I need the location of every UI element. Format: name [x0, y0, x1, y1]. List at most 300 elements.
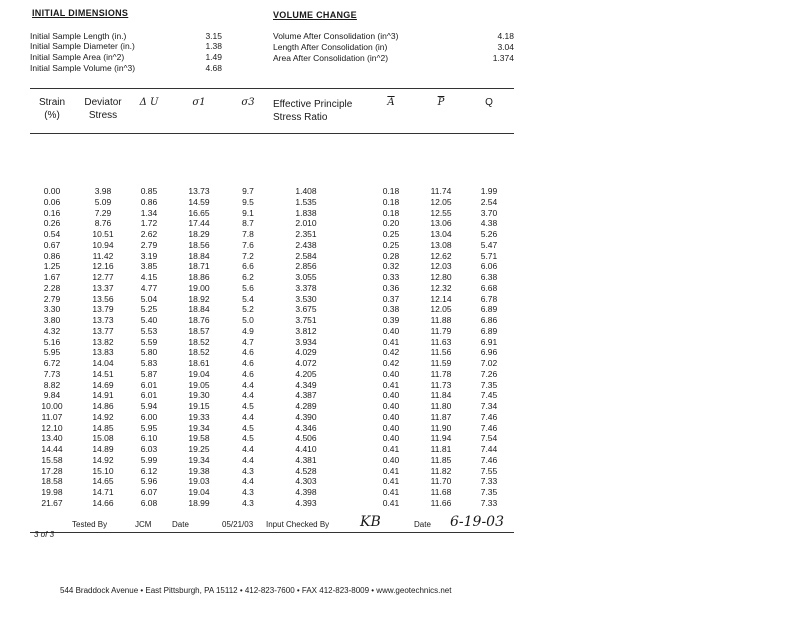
cell-sigma3: 4.4 [242, 379, 254, 390]
cell-q: 7.34 [480, 401, 498, 411]
cell-sigma3: 5.2 [242, 304, 254, 315]
cell-a: 0.39 [382, 315, 400, 325]
cell-sigma3: 6.6 [242, 261, 254, 272]
cell-du: 0.85 [140, 186, 158, 196]
cell-sigma1: 18.61 [188, 358, 210, 368]
cell-strain: 7.73 [43, 368, 61, 379]
area-after-value: 1.374 [492, 53, 514, 63]
cell-du: 2.79 [140, 239, 158, 250]
cell-strain: 14.44 [41, 444, 63, 454]
cell-sigma1: 19.00 [188, 282, 210, 293]
cell-sigma1: 19.04 [188, 487, 210, 497]
sigma3-header: σ3 [241, 97, 255, 108]
cell-deviator: 10.94 [92, 239, 114, 250]
cell-sigma3: 4.9 [242, 325, 254, 336]
cell-a: 0.41 [382, 476, 400, 487]
cell-ratio: 3.675 [295, 304, 317, 315]
cell-strain: 0.54 [43, 229, 61, 239]
cell-deviator: 13.83 [92, 347, 114, 358]
cell-strain: 0.26 [43, 218, 61, 229]
cell-p: 13.04 [430, 229, 452, 239]
date-value: 05/21/03 [222, 520, 254, 529]
cell-du: 3.19 [140, 250, 158, 261]
cell-sigma3: 7.8 [242, 229, 254, 239]
cell-deviator: 15.10 [92, 465, 114, 476]
cell-du: 6.01 [140, 379, 158, 390]
cell-sigma1: 18.84 [188, 250, 210, 261]
cell-sigma3: 4.4 [242, 390, 254, 401]
deviator-header-line1: Deviator [84, 97, 122, 108]
stress-ratio-header-line1: Effective Principle [273, 99, 353, 110]
cell-a: 0.41 [382, 336, 400, 347]
cell-du: 5.25 [140, 304, 158, 315]
area-after-label: Area After Consolidation (in^2) [273, 53, 389, 63]
volume-after-value: 4.18 [497, 31, 514, 41]
cell-p: 12.80 [430, 272, 452, 282]
cell-sigma1: 19.34 [188, 454, 210, 465]
cell-sigma3: 4.6 [242, 347, 254, 358]
cell-strain: 1.67 [43, 272, 61, 282]
cell-a: 0.32 [382, 261, 400, 272]
cell-deviator: 14.86 [92, 401, 114, 411]
cell-deviator: 14.65 [92, 476, 114, 487]
cell-ratio: 3.812 [295, 325, 317, 336]
cell-strain: 19.98 [41, 487, 63, 497]
cell-a: 0.41 [382, 497, 400, 508]
cell-sigma1: 19.03 [188, 476, 210, 487]
volume-change-title: VOLUME CHANGE [273, 10, 357, 20]
cell-du: 5.94 [140, 401, 158, 411]
cell-deviator: 15.08 [92, 433, 114, 444]
cell-a: 0.41 [382, 444, 400, 454]
cell-strain: 0.00 [43, 186, 61, 196]
cell-sigma3: 9.7 [242, 186, 254, 196]
cell-du: 3.85 [140, 261, 158, 272]
cell-a: 0.28 [382, 250, 400, 261]
cell-sigma3: 7.6 [242, 239, 254, 250]
cell-ratio: 4.289 [295, 401, 317, 411]
initial-dimensions-title: INITIAL DIMENSIONS [32, 8, 129, 18]
cell-p: 12.32 [430, 282, 452, 293]
cell-q: 3.70 [480, 207, 498, 218]
initial-volume-value: 4.68 [205, 63, 222, 73]
cell-ratio: 4.029 [295, 347, 317, 358]
cell-strain: 5.16 [43, 336, 61, 347]
cell-du: 6.03 [140, 444, 158, 454]
cell-du: 1.72 [140, 218, 158, 229]
cell-deviator: 8.76 [94, 218, 112, 229]
cell-deviator: 13.56 [92, 293, 114, 304]
delta-u-header: Δ U [139, 97, 159, 108]
cell-a: 0.25 [382, 229, 400, 239]
cell-ratio: 3.934 [295, 336, 317, 347]
q-header: Q [485, 97, 493, 108]
date-label: Date [172, 520, 189, 529]
cell-du: 2.62 [140, 229, 158, 239]
cell-strain: 15.58 [41, 454, 63, 465]
cell-ratio: 4.387 [295, 390, 317, 401]
cell-ratio: 4.506 [295, 433, 317, 444]
cell-sigma1: 19.38 [188, 465, 210, 476]
initial-diameter-label: Initial Sample Diameter (in.) [30, 41, 135, 51]
cell-q: 7.46 [480, 411, 498, 422]
stress-ratio-header-line2: Stress Ratio [273, 112, 328, 123]
cell-sigma3: 6.2 [242, 272, 254, 282]
initial-length-label: Initial Sample Length (in.) [30, 31, 127, 41]
cell-du: 4.15 [140, 272, 158, 282]
table-bottom-rule [30, 532, 514, 533]
cell-a: 0.40 [382, 325, 400, 336]
cell-p: 11.59 [430, 358, 452, 368]
cell-ratio: 4.381 [295, 454, 317, 465]
p-header: $\overline{P}$ [437, 97, 445, 108]
cell-strain: 2.28 [43, 282, 61, 293]
cell-deviator: 14.89 [92, 444, 114, 454]
tested-by-value: JCM [135, 520, 152, 529]
cell-sigma1: 18.99 [188, 497, 210, 508]
cell-strain: 9.84 [43, 390, 61, 401]
cell-p: 11.74 [430, 186, 452, 196]
cell-p: 12.14 [430, 293, 452, 304]
cell-du: 6.07 [140, 487, 158, 497]
cell-q: 5.71 [480, 250, 498, 261]
date2-label: Date [414, 520, 431, 529]
cell-q: 1.99 [480, 186, 498, 196]
cell-p: 11.94 [430, 433, 452, 444]
cell-sigma3: 4.3 [242, 497, 254, 508]
cell-du: 5.96 [140, 476, 158, 487]
cell-du: 5.53 [140, 325, 158, 336]
cell-p: 11.82 [430, 465, 452, 476]
sigma1-header: σ1 [192, 97, 206, 108]
tested-by-label: Tested By [72, 520, 108, 529]
cell-q: 7.26 [480, 368, 498, 379]
cell-deviator: 14.92 [92, 454, 114, 465]
cell-p: 12.05 [430, 304, 452, 315]
cell-sigma1: 19.30 [188, 390, 210, 401]
a-header: $\overline{A}$ [387, 97, 395, 108]
cell-sigma3: 4.4 [242, 476, 254, 487]
cell-deviator: 13.77 [92, 325, 114, 336]
cell-a: 0.18 [382, 196, 400, 207]
cell-deviator: 7.29 [94, 207, 112, 218]
cell-sigma1: 19.05 [188, 379, 210, 390]
cell-a: 0.40 [382, 422, 400, 433]
cell-q: 6.38 [480, 272, 498, 282]
cell-du: 5.40 [140, 315, 158, 325]
cell-sigma1: 18.92 [188, 293, 210, 304]
cell-p: 12.05 [430, 196, 452, 207]
cell-ratio: 4.346 [295, 422, 317, 433]
cell-sigma1: 19.25 [188, 444, 210, 454]
cell-du: 5.87 [140, 368, 158, 379]
cell-sigma1: 19.04 [188, 368, 210, 379]
cell-a: 0.41 [382, 487, 400, 497]
cell-du: 5.83 [140, 358, 158, 368]
cell-a: 0.37 [382, 293, 400, 304]
cell-sigma1: 19.15 [188, 401, 210, 411]
cell-strain: 4.32 [43, 325, 61, 336]
cell-a: 0.33 [382, 272, 400, 282]
deviator-header-line2: Stress [88, 110, 118, 121]
cell-p: 11.63 [430, 336, 452, 347]
cell-sigma1: 19.33 [188, 411, 210, 422]
cell-ratio: 3.530 [295, 293, 317, 304]
cell-strain: 0.16 [43, 207, 61, 218]
cell-strain: 13.40 [41, 433, 63, 444]
cell-deviator: 10.51 [92, 229, 114, 239]
initial-volume-label: Initial Sample Volume (in^3) [30, 63, 136, 73]
cell-sigma3: 4.6 [242, 368, 254, 379]
cell-a: 0.38 [382, 304, 400, 315]
cell-a: 0.41 [382, 465, 400, 476]
cell-q: 6.86 [480, 315, 498, 325]
cell-strain: 18.58 [41, 476, 63, 487]
cell-sigma1: 18.29 [188, 229, 210, 239]
cell-p: 11.88 [430, 315, 452, 325]
cell-strain: 3.30 [43, 304, 61, 315]
cell-q: 6.89 [480, 304, 498, 315]
volume-after-label: Volume After Consolidation (in^3) [273, 31, 399, 41]
cell-strain: 12.10 [41, 422, 63, 433]
cell-sigma1: 14.59 [188, 196, 210, 207]
cell-strain: 3.80 [43, 315, 61, 325]
cell-du: 6.12 [140, 465, 158, 476]
cell-deviator: 14.04 [92, 358, 114, 368]
cell-sigma3: 7.2 [242, 250, 254, 261]
cell-a: 0.40 [382, 411, 400, 422]
cell-sigma1: 16.65 [188, 207, 210, 218]
cell-ratio: 3.751 [295, 315, 317, 325]
cell-deviator: 13.82 [92, 336, 114, 347]
cell-sigma1: 18.56 [188, 239, 210, 250]
cell-deviator: 14.91 [92, 390, 114, 401]
cell-sigma3: 9.5 [242, 196, 254, 207]
cell-p: 12.55 [430, 207, 452, 218]
cell-a: 0.40 [382, 433, 400, 444]
cell-deviator: 12.77 [92, 272, 114, 282]
cell-sigma1: 18.76 [188, 315, 210, 325]
cell-q: 7.33 [480, 476, 498, 487]
cell-du: 5.99 [140, 454, 158, 465]
cell-p: 11.73 [430, 379, 452, 390]
cell-strain: 2.79 [43, 293, 61, 304]
cell-du: 4.77 [140, 282, 158, 293]
cell-ratio: 4.072 [295, 358, 317, 368]
cell-sigma1: 18.86 [188, 272, 210, 282]
cell-ratio: 3.055 [295, 272, 317, 282]
cell-sigma1: 17.44 [188, 218, 210, 229]
cell-du: 6.10 [140, 433, 158, 444]
cell-q: 6.96 [480, 347, 498, 358]
cell-p: 12.03 [430, 261, 452, 272]
cell-p: 11.84 [430, 390, 452, 401]
cell-strain: 8.82 [43, 379, 61, 390]
cell-a: 0.41 [382, 379, 400, 390]
cell-p: 13.08 [430, 239, 452, 250]
cell-deviator: 13.37 [92, 282, 114, 293]
cell-q: 7.45 [480, 390, 498, 401]
cell-sigma1: 18.71 [188, 261, 210, 272]
cell-q: 6.68 [480, 282, 498, 293]
cell-q: 6.89 [480, 325, 498, 336]
cell-sigma3: 4.3 [242, 487, 254, 497]
cell-ratio: 2.010 [295, 218, 317, 229]
cell-deviator: 14.92 [92, 411, 114, 422]
cell-strain: 11.07 [41, 411, 63, 422]
cell-du: 6.08 [140, 497, 158, 508]
cell-du: 6.00 [140, 411, 158, 422]
cell-q: 7.55 [480, 465, 498, 476]
cell-sigma3: 9.1 [242, 207, 254, 218]
cell-sigma1: 13.73 [188, 186, 210, 196]
cell-ratio: 4.303 [295, 476, 317, 487]
cell-deviator: 5.09 [94, 196, 112, 207]
cell-strain: 6.72 [43, 358, 61, 368]
cell-q: 7.44 [480, 444, 498, 454]
cell-strain: 10.00 [41, 401, 63, 411]
cell-q: 7.35 [480, 379, 498, 390]
cell-sigma1: 19.58 [188, 433, 210, 444]
cell-strain: 5.95 [43, 347, 61, 358]
cell-sigma3: 4.3 [242, 465, 254, 476]
cell-sigma3: 5.4 [242, 293, 254, 304]
cell-deviator: 14.85 [92, 422, 114, 433]
cell-sigma3: 4.4 [242, 454, 254, 465]
cell-q: 6.91 [480, 336, 498, 347]
cell-a: 0.20 [382, 218, 400, 229]
cell-ratio: 4.398 [295, 487, 317, 497]
cell-strain: 0.86 [43, 250, 61, 261]
cell-ratio: 3.378 [295, 282, 317, 293]
initial-area-value: 1.49 [205, 52, 222, 62]
cell-a: 0.36 [382, 282, 400, 293]
cell-deviator: 14.51 [92, 368, 114, 379]
cell-q: 6.78 [480, 293, 498, 304]
cell-ratio: 4.410 [295, 444, 317, 454]
cell-sigma3: 4.5 [242, 433, 254, 444]
cell-q: 5.26 [480, 229, 498, 239]
cell-a: 0.42 [382, 347, 400, 358]
cell-sigma1: 18.52 [188, 336, 210, 347]
cell-a: 0.40 [382, 390, 400, 401]
cell-q: 4.38 [480, 218, 498, 229]
cell-strain: 0.67 [43, 239, 61, 250]
cell-ratio: 4.528 [295, 465, 317, 476]
cell-p: 11.90 [430, 422, 452, 433]
cell-du: 0.86 [140, 196, 158, 207]
cell-sigma3: 4.4 [242, 444, 254, 454]
cell-sigma3: 4.6 [242, 358, 254, 368]
cell-a: 0.42 [382, 358, 400, 368]
cell-du: 5.95 [140, 422, 158, 433]
length-after-label: Length After Consolidation (in) [273, 42, 388, 52]
cell-a: 0.18 [382, 186, 400, 196]
cell-sigma1: 18.52 [188, 347, 210, 358]
cell-strain: 1.25 [43, 261, 61, 272]
cell-sigma1: 19.34 [188, 422, 210, 433]
cell-q: 7.02 [480, 358, 498, 368]
cell-strain: 21.67 [41, 497, 63, 508]
cell-p: 11.85 [430, 454, 452, 465]
cell-deviator: 13.73 [92, 315, 114, 325]
cell-ratio: 4.393 [295, 497, 317, 508]
cell-p: 11.66 [430, 497, 452, 508]
cell-ratio: 4.390 [295, 411, 317, 422]
initial-area-label: Initial Sample Area (in^2) [30, 52, 125, 62]
date2-handwritten: 6-19-03 [450, 514, 504, 530]
cell-sigma3: 4.4 [242, 411, 254, 422]
cell-du: 5.59 [140, 336, 158, 347]
cell-du: 1.34 [140, 207, 158, 218]
cell-sigma3: 4.5 [242, 401, 254, 411]
cell-a: 0.40 [382, 401, 400, 411]
strain-header-line2: (%) [44, 110, 60, 121]
cell-a: 0.40 [382, 454, 400, 465]
cell-p: 11.81 [430, 444, 452, 454]
cell-du: 5.04 [140, 293, 158, 304]
cell-du: 5.80 [140, 347, 158, 358]
cell-q: 6.06 [480, 261, 498, 272]
cell-p: 11.87 [430, 411, 452, 422]
cell-sigma1: 18.84 [188, 304, 210, 315]
company-address: 544 Braddock Avenue • East Pittsburgh, PA 15112 • 412-823-7600 • FAX 412-823-8009 • www.geotechnics.net [60, 586, 452, 595]
cell-deviator: 12.16 [92, 261, 114, 272]
cell-ratio: 4.349 [295, 379, 317, 390]
cell-ratio: 2.351 [295, 229, 317, 239]
cell-ratio: 2.438 [295, 239, 317, 250]
cell-ratio: 2.584 [295, 250, 317, 261]
cell-q: 5.47 [480, 239, 498, 250]
cell-deviator: 14.71 [92, 487, 114, 497]
cell-q: 7.33 [480, 497, 498, 508]
initial-length-value: 3.15 [205, 31, 222, 41]
cell-p: 11.68 [430, 487, 452, 497]
cell-p: 11.78 [430, 368, 452, 379]
cell-ratio: 1.838 [295, 207, 317, 218]
cell-du: 6.01 [140, 390, 158, 401]
cell-ratio: 1.408 [295, 186, 317, 196]
cell-sigma3: 5.6 [242, 282, 254, 293]
checked-by-signature: KB [360, 514, 381, 530]
cell-sigma1: 18.57 [188, 325, 210, 336]
cell-ratio: 1.535 [295, 196, 317, 207]
cell-q: 7.35 [480, 487, 498, 497]
cell-sigma3: 4.7 [242, 336, 254, 347]
page-number: 3 of 3 [34, 530, 55, 539]
cell-strain: 17.28 [41, 465, 63, 476]
cell-p: 11.56 [430, 347, 452, 358]
strain-header-line1: Strain [38, 97, 66, 108]
checked-by-label: Input Checked By [266, 520, 330, 529]
cell-deviator: 13.79 [92, 304, 114, 315]
cell-deviator: 3.98 [94, 186, 112, 196]
cell-q: 7.46 [480, 422, 498, 433]
cell-q: 2.54 [480, 196, 498, 207]
cell-sigma3: 5.0 [242, 315, 254, 325]
cell-p: 11.80 [430, 401, 452, 411]
cell-a: 0.40 [382, 368, 400, 379]
cell-a: 0.18 [382, 207, 400, 218]
cell-p: 12.62 [430, 250, 452, 261]
cell-q: 7.54 [480, 433, 498, 444]
cell-p: 13.06 [430, 218, 452, 229]
cell-a: 0.25 [382, 239, 400, 250]
cell-p: 11.79 [430, 325, 452, 336]
cell-p: 11.70 [430, 476, 452, 487]
cell-ratio: 2.856 [295, 261, 317, 272]
cell-ratio: 4.205 [295, 368, 317, 379]
